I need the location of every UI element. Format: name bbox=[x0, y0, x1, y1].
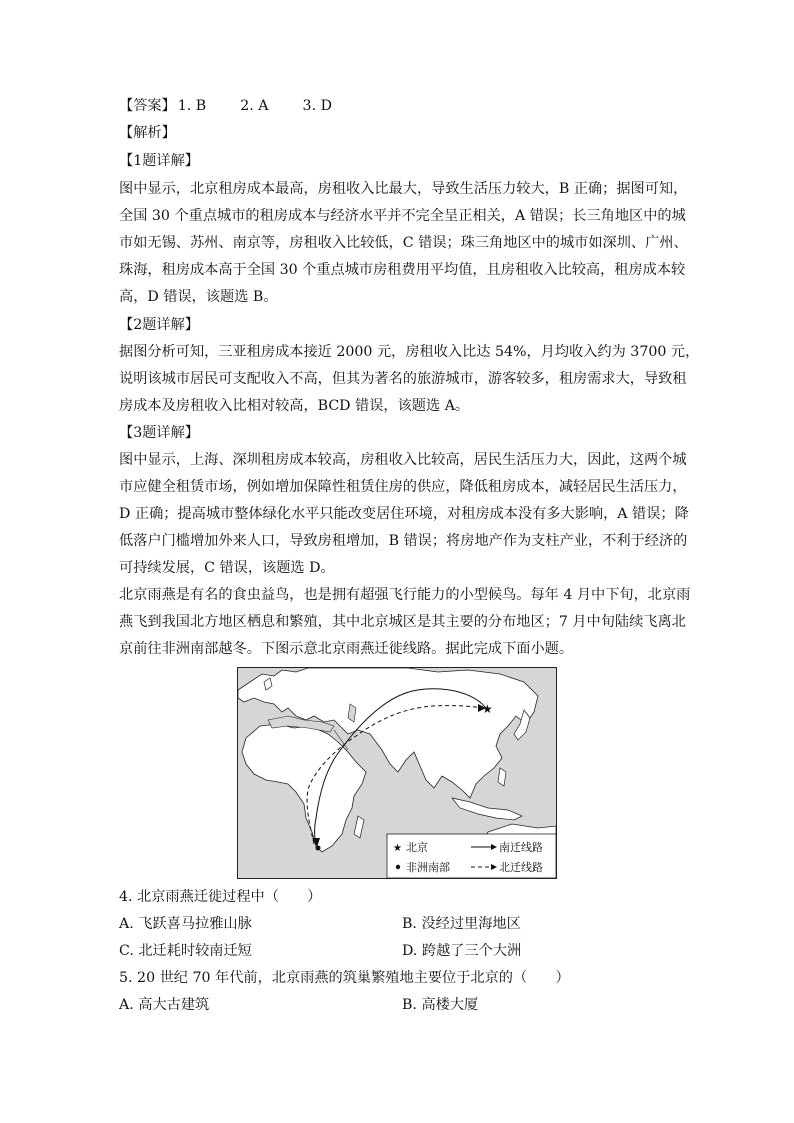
analysis-label: 【解析】 bbox=[119, 125, 176, 141]
q5-option-b: B. 高楼大厦 bbox=[402, 997, 479, 1013]
legend-north-route-label: 北迁线路 bbox=[499, 861, 543, 874]
q2-line: 据图分析可知，三亚租房成本接近 2000 元，房租收入比达 54%，月均收入约为 3700 元， bbox=[119, 344, 700, 360]
answer-label: 【答案】 bbox=[119, 98, 176, 114]
map-svg bbox=[238, 668, 556, 878]
migration-map bbox=[237, 667, 557, 879]
africa-landmass bbox=[242, 724, 366, 852]
legend-south-africa-label: 非洲南部 bbox=[406, 861, 450, 874]
legend-beijing-label: 北京 bbox=[406, 841, 428, 854]
indonesia-islands bbox=[452, 798, 522, 820]
q2-line: 说明该城市居民可支配收入不高，但其为著名的旅游城市，游客较多，租房需求大，导致租 bbox=[119, 371, 687, 387]
q1-line: 珠海，租房成本高于全国 30 个重点城市房租费用平均值，且房租收入比较高，租房成本较 bbox=[119, 262, 686, 278]
legend-dot-icon bbox=[396, 865, 400, 869]
legend-star-icon: ★ bbox=[393, 843, 402, 854]
q1-line: 高，D 错误，该题选 B。 bbox=[119, 289, 278, 305]
q4-option-d: D. 跨越了三个大洲 bbox=[402, 943, 522, 959]
madagascar-island bbox=[354, 816, 364, 838]
legend-south-route-label: 南迁线路 bbox=[499, 841, 543, 854]
q3-line: 低落户门槛增加外来人口，导致房租增加，B 错误；将房地产作为支柱产业，不利于经济的 bbox=[119, 533, 688, 549]
passage-line: 燕飞到我国北方地区栖息和繁殖，其中北京城区是其主要的分布地区；7 月中旬陆续飞离北 bbox=[119, 614, 686, 630]
south-africa-dot-icon bbox=[316, 846, 321, 851]
passage-line: 京前往非洲南部越冬。下图示意北京雨燕迁徙线路。据此完成下面小题。 bbox=[119, 641, 574, 657]
q4-option-c: C. 北迁耗时较南迁短 bbox=[119, 943, 252, 959]
q3-line: 图中显示，上海、深圳租房成本较高，房租收入比较高，居民生活压力大，因此，这两个城 bbox=[119, 452, 687, 468]
q3-line: D 正确；提高城市整体绿化水平只能改变居住环境，对租房成本没有多大影响，A 错误；降 bbox=[119, 506, 689, 522]
q5-stem: 5. 20 世纪 70 年代前，北京雨燕的筑巢繁殖地主要位于北京的（ ） bbox=[119, 970, 570, 986]
q5-option-a: A. 高大古建筑 bbox=[119, 997, 210, 1013]
q3-header: 【3题详解】 bbox=[119, 425, 199, 441]
q1-line: 全国 30 个重点城市的租房成本与经济水平并不完全呈正相关，A 错误；长三角地区中的城 bbox=[119, 208, 686, 224]
answer-item-3: 3. D bbox=[302, 98, 332, 114]
q4-stem: 4. 北京雨燕迁徙过程中（ ） bbox=[119, 889, 322, 905]
answer-item-2: 2. A bbox=[240, 98, 269, 114]
philippines-islands bbox=[498, 768, 506, 786]
q4-option-a: A. 飞跃喜马拉雅山脉 bbox=[119, 916, 252, 932]
q1-line: 市如无锡、苏州、南京等，房租收入比较低，C 错误；珠三角地区中的城市如深圳、广州、 bbox=[119, 235, 688, 251]
q2-line: 房成本及房租收入比相对较高，BCD 错误，该题选 A。 bbox=[119, 398, 470, 414]
q4-option-b: B. 没经过里海地区 bbox=[402, 916, 521, 932]
q3-line: 可持续发展，C 错误，该题选 D。 bbox=[119, 560, 335, 576]
q1-line: 图中显示，北京租房成本最高，房租收入比最大，导致生活压力较大，B 正确；据图可知， bbox=[119, 181, 688, 197]
answer-line bbox=[119, 97, 332, 115]
beijing-star-icon: ★ bbox=[482, 702, 493, 716]
q1-header: 【1题详解】 bbox=[119, 153, 199, 169]
q3-line: 市应健全租赁市场，例如增加保障性租赁住房的供应，降低租房成本，减轻居民生活压力， bbox=[119, 479, 687, 495]
q2-header: 【2题详解】 bbox=[119, 317, 199, 333]
passage-line: 北京雨燕是有名的食虫益鸟，也是拥有超强飞行能力的小型候鸟。每年 4 月中下旬，北京雨 bbox=[119, 587, 691, 603]
answer-item-1: 1. B bbox=[177, 98, 207, 114]
